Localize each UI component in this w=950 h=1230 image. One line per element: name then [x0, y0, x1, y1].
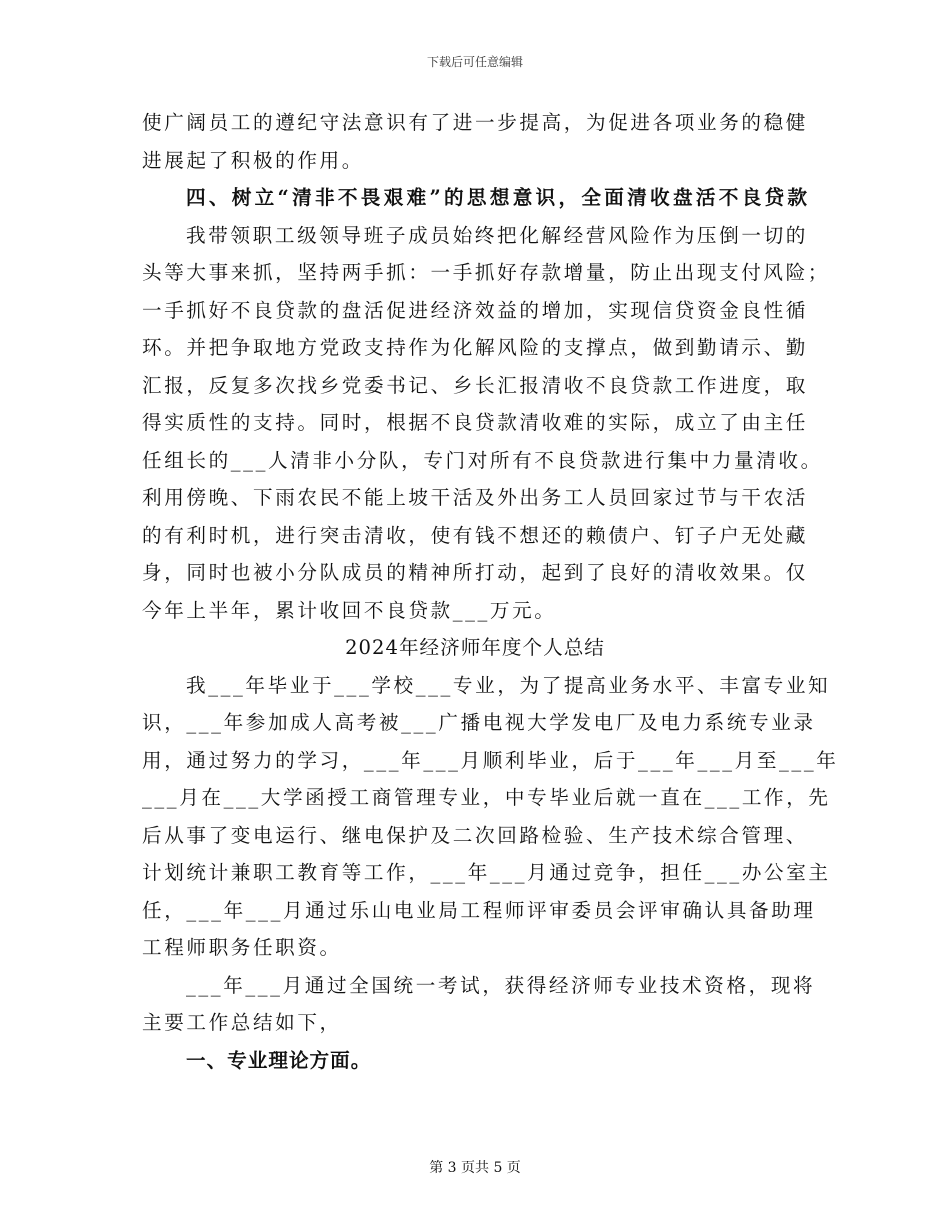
body-line: 主要工作总结如下，: [142, 1011, 342, 1034]
body-line: 用，通过努力的学习，___年___月顺利毕业，后于___年___月至___年: [142, 748, 839, 772]
body-line: 识，___年参加成人高考被___广播电视大学发电厂及电力系统专业录: [142, 711, 816, 734]
body-line: 工程师职务任职资。: [142, 936, 342, 959]
body-line: ___月在___大学函授工商管理专业，中专毕业后就一直在___工作，先: [142, 786, 831, 809]
body-line: 我___年毕业于___学校___专业，为了提高业务水平、丰富专业知: [186, 673, 831, 697]
page-header: 下载后可任意编辑: [426, 55, 523, 69]
body-line: 今年上半年，累计收回不良贷款___万元。: [142, 598, 557, 622]
section-heading: 一、专业理论方面。: [186, 1048, 372, 1072]
body-line: 一手抓好不良贷款的盘活促进经济效益的增加，实现信贷资金良性循: [142, 298, 808, 322]
body-line: 任组长的___人清非小分队，专门对所有不良贷款进行集中力量清收。: [142, 448, 823, 472]
body-line: 身，同时也被小分队成员的精神所打动，起到了良好的清收效果。仅: [142, 561, 808, 584]
body-line: 环。并把争取地方党政支持作为化解风险的支撑点，做到勤请示、勤: [142, 336, 808, 359]
page-footer: 第 3 页共 5 页: [429, 1160, 521, 1176]
body-line: 利用傍晚、下雨农民不能上坡干活及外出务工人员回家过节与干农活: [142, 486, 808, 509]
body-line: 后从事了变电运行、继电保护及二次回路检验、生产技术综合管理、: [142, 823, 808, 847]
body-line: 计划统计兼职工教育等工作，___年___月通过竞争，担任___办公室主: [142, 861, 831, 884]
body-line: 汇报，反复多次找乡党委书记、乡长汇报清收不良贷款工作进度，取: [142, 373, 808, 397]
body-line: ___年___月通过全国统一考试，获得经济师专业技术资格，现将: [186, 973, 816, 997]
section-heading: 四、树立“清非不畏艰难”的思想意识，全面清收盘活不良贷款: [186, 186, 808, 209]
body-line: 得实质性的支持。同时，根据不良贷款清收难的实际，成立了由主任: [142, 411, 808, 434]
body-line: 进展起了积极的作用。: [142, 148, 364, 172]
body-line: 我带领职工级领导班子成员始终把化解经营风险作为压倒一切的: [186, 223, 808, 247]
body-line: 头等大事来抓，坚持两手抓：一手抓好存款增量，防止出现支付风险；: [142, 261, 831, 284]
body-line: 的有利时机，进行突击清收，使有钱不想还的赖债户、钉子户无处藏: [142, 523, 808, 547]
body-line: 任，___年___月通过乐山电业局工程师评审委员会评审确认具备助理: [142, 898, 816, 922]
document-body: [142, 104, 839, 1079]
document-title: 2024年经济师年度个人总结: [345, 636, 605, 659]
body-line: 使广阔员工的遵纪守法意识有了进一步提高，为促进各项业务的稳健: [142, 111, 808, 134]
